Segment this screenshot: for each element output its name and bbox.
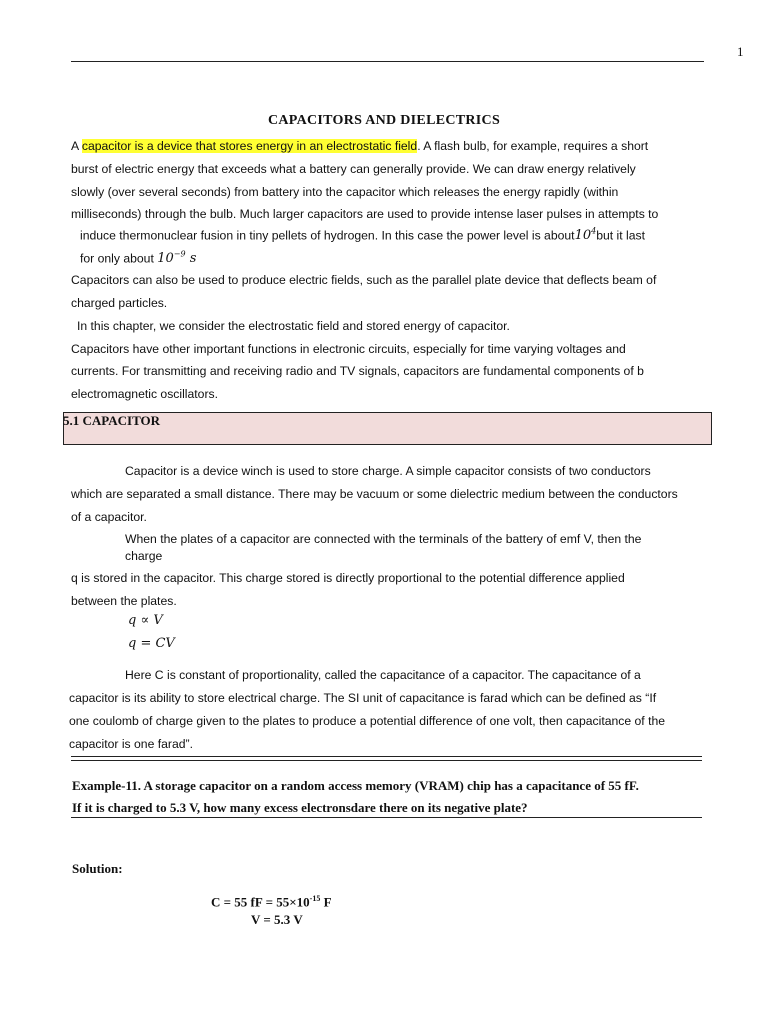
intro-line-5 [80, 227, 645, 243]
text-run: for only about [80, 251, 158, 266]
cap-para1-line-2: which are separated a small distance. There may be vacuum or some dielectric medium between the conductors [71, 487, 678, 501]
intro-line-3: slowly (over several seconds) from battery into the capacitor which releases the energy rapidly (within [71, 185, 619, 199]
para2-line-2: charged particles. [71, 296, 168, 310]
section-heading: 5.1 CAPACITOR [63, 413, 161, 428]
double-rule-bottom [71, 760, 702, 761]
double-rule-top [71, 756, 702, 757]
cap-para1-line-1: Capacitor is a device winch is used to store charge. A simple capacitor consists of two conductors [125, 464, 651, 478]
math-base: 10 [574, 228, 592, 244]
para2-line-1: Capacitors can also be used to produce electric fields, such as the parallel plate device that deflects beam of [71, 273, 657, 287]
equation-proportional: q ∝ V [128, 613, 163, 628]
cap-para2-line-4: between the plates. [71, 594, 177, 608]
page-title: CAPACITORS AND DIELECTRICS [267, 113, 501, 128]
para4-line-1: Capacitors have other important functions in electronic circuits, especially for time varying voltages and [71, 342, 626, 356]
math-exponent: 4 [591, 227, 597, 236]
text-run: C = 55 fF = 55×10 [211, 894, 310, 910]
cap-para3-line-2: capacitor is its ability to store electrical charge. The SI unit of capacitance is farad which can be defined as “If [69, 691, 657, 705]
math-base: 10 [157, 251, 174, 267]
intro-line-1 [71, 139, 648, 153]
text-run: but it last [596, 228, 645, 243]
solution-equation-c [211, 894, 332, 910]
cap-para2-line-1: When the plates of a capacitor are connected with the terminals of the battery of emf V, then the [125, 532, 642, 546]
intro-line-4: milliseconds) through the bulb. Much larger capacitors are used to provide intense laser pulses in attempts to [71, 207, 659, 221]
example-line-2: If it is charged to 5.3 V, how many excess electronsdare there on its negative plate? [72, 800, 528, 815]
text-run: F [320, 894, 332, 910]
example-rule [71, 817, 702, 818]
cap-para3-line-4: capacitor is one farad”. [69, 737, 193, 751]
para3: In this chapter, we consider the electrostatic field and stored energy of capacitor. [77, 319, 510, 333]
solution-label: Solution: [72, 861, 123, 876]
math-exponent: -15 [309, 894, 321, 903]
text-run: induce thermonuclear fusion in tiny pellets of hydrogen. In this case the power level is about [80, 228, 575, 243]
text-run: . A flash bulb, for example, requires a short [417, 139, 649, 153]
header-rule [71, 61, 704, 62]
time-value [157, 251, 196, 266]
intro-line-2: burst of electric energy that exceeds what a battery can generally provide. We can draw energy relatively [71, 162, 636, 176]
section-heading-box [63, 412, 712, 445]
para4-line-3: electromagnetic oscillators. [71, 387, 218, 401]
cap-para2-line-2: charge [125, 549, 163, 563]
cap-para3-line-3: one coulomb of charge given to the plates to produce a potential difference of one volt, then capacitance of the [69, 714, 666, 728]
intro-line-6 [80, 250, 196, 266]
power-value [575, 228, 597, 243]
cap-para1-line-3: of a capacitor. [71, 510, 147, 524]
cap-para3-line-1: Here C is constant of proportionality, called the capacitance of a capacitor. The capacitance of a [125, 668, 641, 682]
example-line-1: Example-11. A storage capacitor on a random access memory (VRAM) chip has a capacitance of 55 fF. [72, 778, 639, 793]
text-run: A [71, 139, 82, 153]
para4-line-2: currents. For transmitting and receiving radio and TV signals, capacitors are fundamental components of b [71, 364, 644, 378]
solution-equation-v: V = 5.3 V [251, 912, 303, 927]
math-exponent: −9 [173, 250, 186, 259]
page-number: 1 [737, 44, 744, 59]
highlighted-definition: capacitor is a device that stores energy in an electrostatic field [81, 139, 418, 153]
math-unit: s [185, 251, 197, 267]
equation-capacitance: q = CV [128, 636, 175, 651]
cap-para2-line-3: q is stored in the capacitor. This charge stored is directly proportional to the potential difference applied [71, 571, 625, 585]
